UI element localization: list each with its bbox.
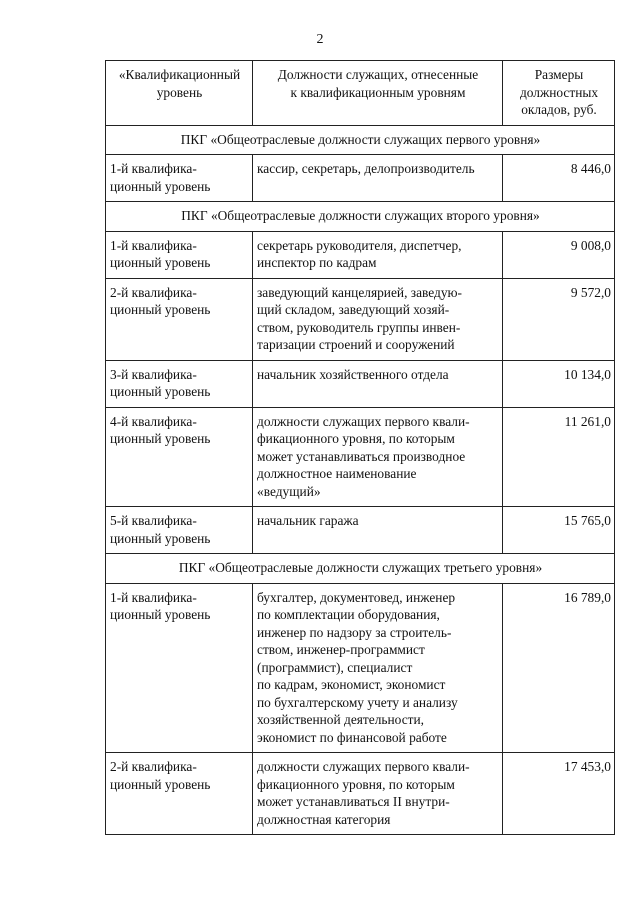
- positions-line: по комплектации оборудования,: [257, 607, 440, 622]
- level-line: 5-й квалифика-: [110, 513, 197, 528]
- level-cell: [106, 583, 253, 753]
- salary-cell: 17 453,0: [503, 753, 615, 835]
- table-row: [106, 278, 615, 360]
- salary-cell: 16 789,0: [503, 583, 615, 753]
- positions-line: должности служащих первого квали-: [257, 413, 470, 429]
- salary-cell: 9 572,0: [503, 278, 615, 360]
- header-level-line: «Квалификационный: [118, 67, 241, 82]
- positions-line: таризации строений и сооружений: [257, 337, 455, 352]
- positions-line: заведующий канцелярией, заведую-: [257, 284, 462, 300]
- table-row: [106, 231, 615, 278]
- header-positions-line: Должности служащих, отнесенные: [277, 67, 479, 82]
- positions-line: бухгалтер, документовед, инженер: [257, 589, 456, 605]
- level-cell: [106, 407, 253, 507]
- positions-line: инспектор по кадрам: [257, 255, 377, 270]
- positions-line: щий складом, заведующий хозяй-: [257, 302, 450, 317]
- level-line: 3-й квалифика-: [110, 366, 197, 382]
- page-number: 2: [316, 32, 324, 47]
- positions-line: «ведущий»: [257, 483, 321, 499]
- group-title: ПКГ «Общеотраслевые должности служащих третьего уровня»: [106, 554, 615, 584]
- positions-line: должностное наименование: [257, 466, 417, 481]
- table-row: [106, 753, 615, 835]
- positions-line: по кадрам, экономист, экономист: [257, 677, 446, 692]
- header-salary-line: Размеры: [534, 67, 584, 82]
- table-row: [106, 360, 615, 407]
- level-line: ционный уровень: [110, 607, 211, 622]
- salary-cell: 10 134,0: [503, 360, 615, 407]
- group-title: ПКГ «Общеотраслевые должности служащих второго уровня»: [106, 202, 615, 232]
- header-positions-cell: [253, 61, 503, 126]
- level-cell: [106, 753, 253, 835]
- positions-line: фикационного уровня, по которым: [257, 431, 455, 446]
- header-row: [106, 61, 615, 126]
- salary-cell: 8 446,0: [503, 155, 615, 202]
- level-cell: [106, 278, 253, 360]
- positions-line: по бухгалтерскому учету и анализу: [257, 694, 458, 710]
- header-positions-line: к квалификационным уровням: [290, 84, 466, 100]
- positions-line: начальник гаража: [257, 513, 359, 528]
- group-row: [106, 554, 615, 584]
- table-row: [106, 507, 615, 554]
- level-line: 1-й квалифика-: [110, 237, 197, 253]
- level-cell: [106, 360, 253, 407]
- table-body: [106, 61, 615, 835]
- positions-line: начальник хозяйственного отдела: [257, 366, 449, 382]
- positions-cell: [253, 507, 503, 554]
- salary-cell: 9 008,0: [503, 231, 615, 278]
- positions-line: ством, руководитель группы инвен-: [257, 319, 461, 335]
- group-row: [106, 125, 615, 155]
- positions-line: должностная категория: [257, 811, 391, 827]
- level-line: ционный уровень: [110, 384, 211, 399]
- salary-cell: 11 261,0: [503, 407, 615, 507]
- level-line: ционный уровень: [110, 776, 211, 792]
- table-row: [106, 407, 615, 507]
- positions-line: инженер по надзору за строитель-: [257, 624, 452, 640]
- level-line: ционный уровень: [110, 431, 211, 446]
- header-salary-cell: [503, 61, 615, 126]
- level-line: ционный уровень: [110, 178, 211, 194]
- header-salary-line: окладов, руб.: [521, 102, 597, 117]
- header-salary-line: должностных: [519, 84, 599, 100]
- positions-line: ством, инженер-программист: [257, 642, 425, 657]
- positions-cell: [253, 753, 503, 835]
- positions-cell: [253, 155, 503, 202]
- positions-line: фикационного уровня, по которым: [257, 776, 455, 792]
- level-line: 2-й квалифика-: [110, 284, 197, 300]
- positions-line: может устанавливаться производное: [257, 448, 466, 464]
- positions-cell: [253, 231, 503, 278]
- group-row: [106, 202, 615, 232]
- level-line: 2-й квалифика-: [110, 759, 197, 774]
- level-line: 1-й квалифика-: [110, 161, 197, 176]
- header-level-cell: [106, 61, 253, 126]
- level-line: ционный уровень: [110, 302, 211, 317]
- positions-line: может устанавливаться II внутри-: [257, 794, 450, 809]
- level-line: 4-й квалифика-: [110, 413, 197, 429]
- level-cell: [106, 155, 253, 202]
- positions-line: (программист), специалист: [257, 659, 413, 675]
- positions-line: секретарь руководителя, диспетчер,: [257, 237, 462, 253]
- salary-table: [105, 60, 615, 835]
- header-level-line: уровень: [156, 84, 203, 100]
- positions-line: хозяйственной деятельности,: [257, 712, 425, 727]
- positions-line: экономист по финансовой работе: [257, 729, 447, 745]
- level-cell: [106, 507, 253, 554]
- level-line: ционный уровень: [110, 530, 211, 546]
- table-row: [106, 155, 615, 202]
- positions-line: должности служащих первого квали-: [257, 759, 470, 774]
- level-cell: [106, 231, 253, 278]
- positions-cell: [253, 278, 503, 360]
- positions-cell: [253, 583, 503, 753]
- salary-cell: 15 765,0: [503, 507, 615, 554]
- table-row: [106, 583, 615, 753]
- positions-cell: [253, 407, 503, 507]
- level-line: ционный уровень: [110, 255, 211, 270]
- level-line: 1-й квалифика-: [110, 589, 197, 605]
- group-title: ПКГ «Общеотраслевые должности служащих первого уровня»: [106, 125, 615, 155]
- positions-cell: [253, 360, 503, 407]
- positions-line: кассир, секретарь, делопроизводитель: [257, 161, 475, 176]
